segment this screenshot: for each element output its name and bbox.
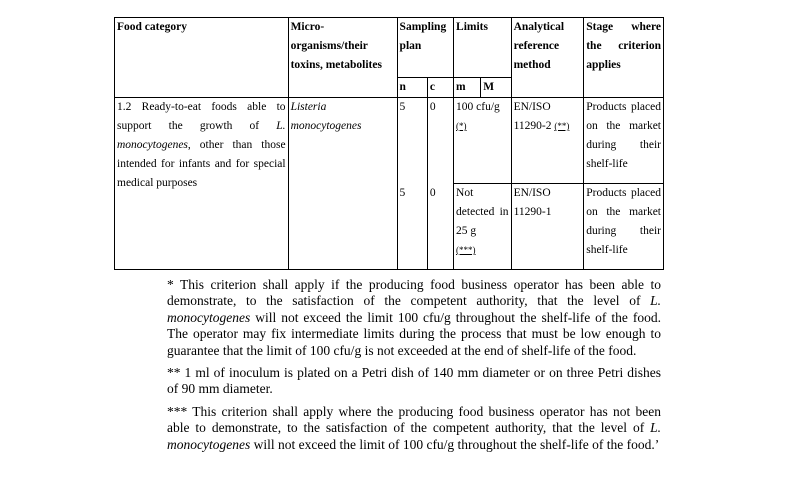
header-m: m <box>454 78 481 98</box>
header-stage: Stage where the criterion applies <box>584 18 664 98</box>
sub1-method: EN/ISO 11290-2 (**) <box>511 98 584 184</box>
footnote-3: *** This criterion shall apply where the producing food business operator has not been able to demonstrate, to the satisfaction of the competent authority, that the level of L. monocytogenes will not exceed the limit of 100 cfu/g throughout the shelf-life of the food.’ <box>167 403 661 452</box>
header-analytical-method: Analytical reference method <box>511 18 584 98</box>
header-M: M <box>481 78 511 98</box>
sub1-stage: Products placed on the market during their shelf-life <box>584 98 664 184</box>
sub2-stage: Products placed on the market during their shelf-life <box>584 184 664 270</box>
header-microorganisms: Micro-organisms/their toxins, metabolites <box>288 18 397 98</box>
sub1-c: 0 <box>427 98 453 184</box>
footnotes <box>167 277 661 459</box>
food-category-cell: 1.2 Ready-to-eat foods able to support the growth of L. monocytogenes, other than those intended for infants and for special medical purposes <box>115 98 289 270</box>
microbiological-criteria-table <box>114 17 664 270</box>
sub2-method: EN/ISO 11290-1 <box>511 184 584 270</box>
footnote-1: * This criterion shall apply if the producing food business operator has been able to demonstrate, to the satisfaction of the competent authority, that the level of L. monocytogenes will not exceed the limit 100 cfu/g throughout the shelf-life of the food. The operator may fix intermediate limits during the process that must be low enough to guarantee that the limit of 100 cfu/g is not exceeded at the end of shelf-life of the food. <box>167 277 661 358</box>
footnote-2: ** 1 ml of inoculum is plated on a Petri dish of 140 mm diameter or on three Petri dishes of 90 mm diameter. <box>167 365 661 397</box>
header-n: n <box>397 78 427 98</box>
sub2-n: 5 <box>397 184 427 270</box>
sub1-n: 5 <box>397 98 427 184</box>
header-limits: Limits <box>454 18 512 78</box>
header-food-category: Food category <box>115 18 289 98</box>
table-row <box>115 98 664 184</box>
sub1-limit: 100 cfu/g (*) <box>454 98 512 184</box>
header-sampling-plan: Sampling plan <box>397 18 454 78</box>
sub2-c: 0 <box>427 184 453 270</box>
header-c: c <box>427 78 453 98</box>
microorganism-cell: Listeria monocytogenes <box>288 98 397 270</box>
sub2-limit: Not detected in 25 g (***) <box>454 184 512 270</box>
